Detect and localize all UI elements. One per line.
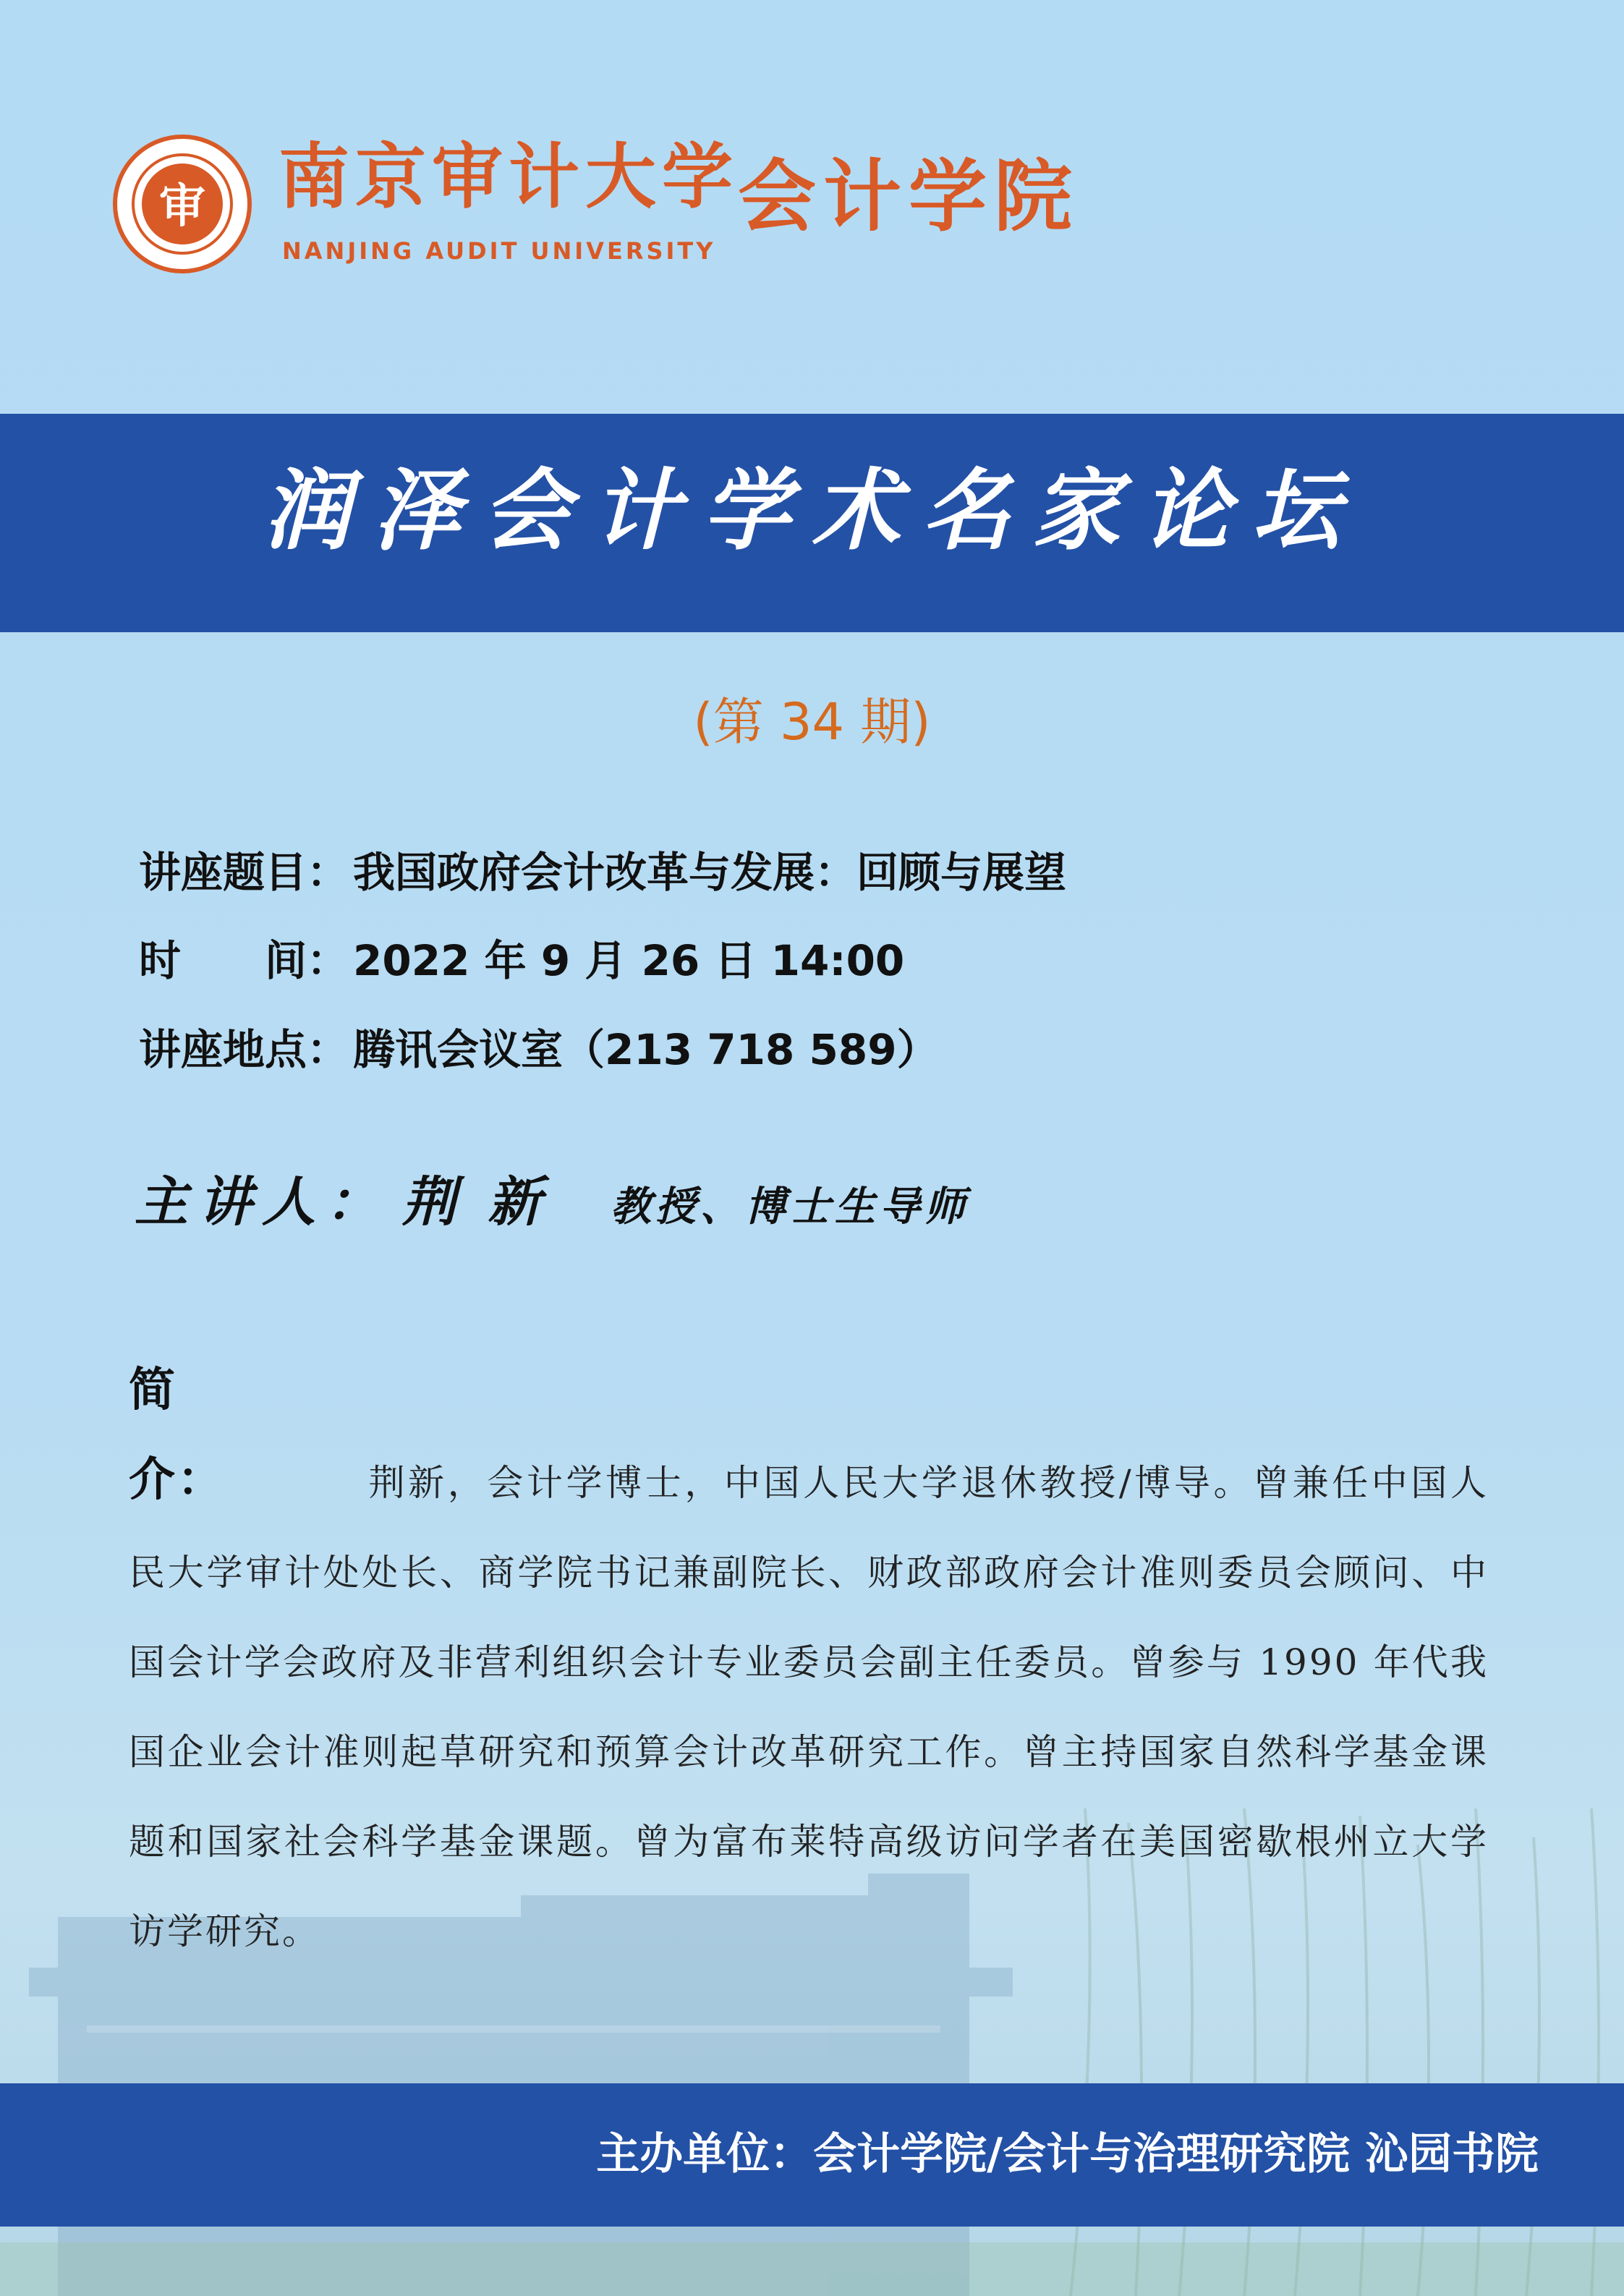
speaker-label: 主讲人：: [135, 1171, 389, 1233]
title-banner: [0, 414, 1624, 632]
issue-number: (第 34 期): [693, 692, 931, 752]
bio-text: 荆新，会计学博士，中国人民大学退休教授/博导。曾兼任中国人民大学审计处处长、商学院书记兼副院长、财政部政府会计准则委员会顾问、中国会计学会政府及非营利组织会计专业委员会副主任委员。曾参与 1990 年代我国企业会计准则起草研究和预算会计改革研究工作。曾主持国家自然科学基金课题和国家社会科学基金课题。曾为富布莱特高级访问学者在美国密歇根州立大学访学研究。: [129, 1462, 1489, 1952]
university-name-en: NANJING AUDIT UNIVERSITY: [282, 237, 716, 265]
speaker-title: 教授、博士生导师: [611, 1183, 969, 1230]
venue-label: 讲座地点：: [139, 1025, 349, 1074]
time-row: [139, 936, 905, 985]
forum-title: 润泽会计学术名家论坛: [262, 458, 1362, 562]
venue-row: [139, 1025, 939, 1074]
host-organizations: 主办单位：会计学院/会计与治理研究院 沁园书院: [596, 2129, 1539, 2180]
time-value: 2022 年 9 月 26 日 14:00: [353, 936, 905, 985]
college-name: 会计学院: [738, 151, 1080, 242]
nau-seal-icon: [112, 134, 252, 274]
topic-row: [139, 848, 1067, 897]
university-name-cn: 南京审计大学: [279, 135, 739, 218]
footer-banner: [0, 2083, 1624, 2227]
topic-value: 我国政府会计改革与发展：回顾与展望: [353, 848, 1067, 897]
bio-label-second: 介：: [129, 1453, 226, 1507]
speaker-row: [135, 1171, 969, 1233]
venue-value: 腾讯会议室（213 718 589）: [353, 1025, 939, 1074]
bio-label-first: 简: [129, 1364, 247, 1417]
time-label: 时 间：: [139, 936, 349, 985]
bio-label: [129, 1345, 367, 1525]
speaker-name: 荆新: [402, 1171, 573, 1233]
speaker-bio: [129, 1345, 1489, 1976]
svg-text:审: 审: [159, 179, 205, 234]
topic-label: 讲座题目：: [139, 848, 349, 897]
